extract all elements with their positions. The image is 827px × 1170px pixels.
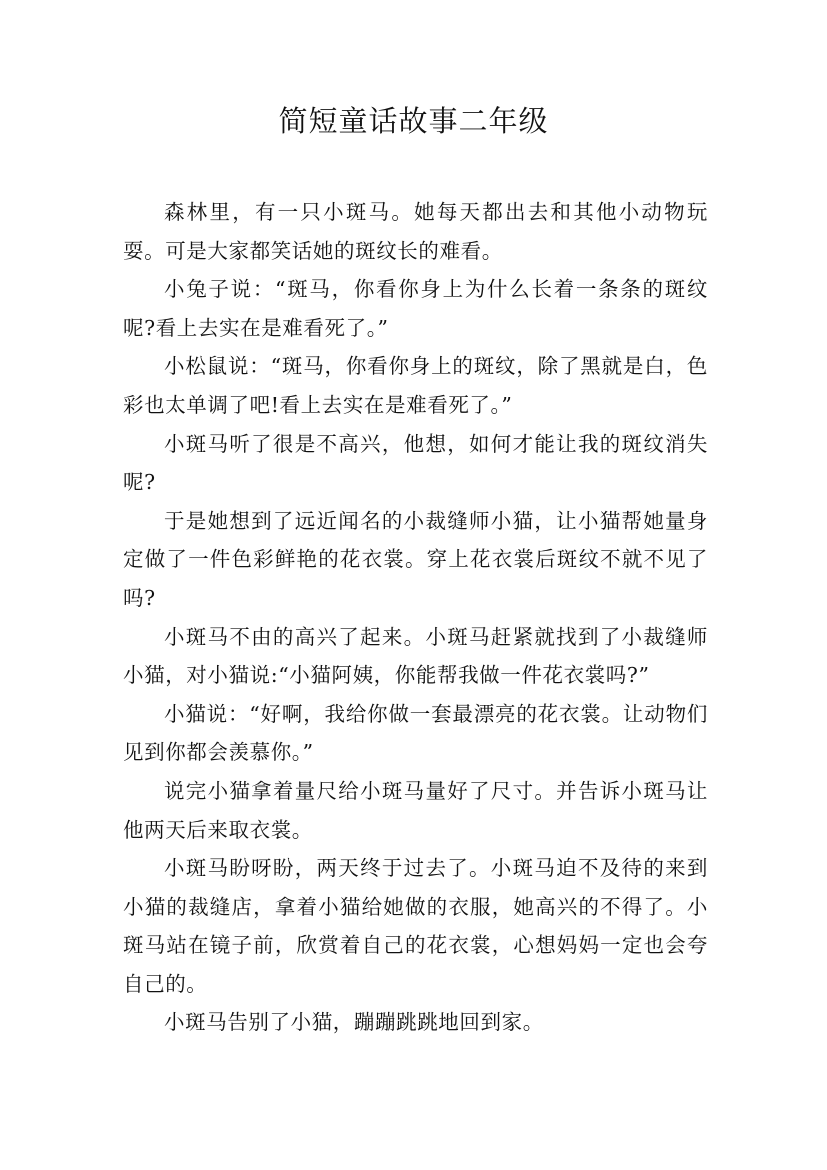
paragraph: 小斑马不由的高兴了起来。小斑马赶紧就找到了小裁缝师小猫，对小猫说:“小猫阿姨，你能帮我做一件花衣裳吗?” [123, 624, 708, 688]
document-body [123, 193, 708, 1042]
paragraph: 说完小猫拿着量尺给小斑马量好了尺寸。并告诉小斑马让他两天后来取衣裳。 [123, 778, 708, 842]
paragraph: 小斑马告别了小猫，蹦蹦跳跳地回到家。 [164, 1010, 544, 1035]
paragraph: 小斑马盼呀盼，两天终于过去了。小斑马迫不及待的来到小猫的裁缝店，拿着小猫给她做的衣服，她高兴的不得了。小斑马站在镜子前，欣赏着自己的花衣裳，心想妈妈一定也会夸自己的。 [123, 856, 708, 996]
paragraph: 小猫说：“好啊，我给你做一套最漂亮的花衣裳。让动物们见到你都会羡慕你。” [123, 701, 708, 765]
paragraph: 小松鼠说：“斑马，你看你身上的斑纹，除了黑就是白，色彩也太单调了吧!看上去实在是难看死了。” [123, 354, 708, 417]
paragraph: 森林里，有一只小斑马。她每天都出去和其他小动物玩耍。可是大家都笑话她的斑纹长的难看。 [123, 200, 708, 263]
paragraph: 小兔子说：“斑马，你看你身上为什么长着一条条的斑纹呢?看上去实在是难看死了。” [123, 277, 708, 340]
paragraph: 小斑马听了很是不高兴，他想，如何才能让我的斑纹消失呢? [123, 431, 708, 495]
document-title: 简短童话故事二年级 [278, 104, 549, 138]
paragraph: 于是她想到了远近闻名的小裁缝师小猫，让小猫帮她量身定做了一件色彩鲜艳的花衣裳。穿上花衣裳后斑纹不就不见了吗? [123, 508, 708, 610]
